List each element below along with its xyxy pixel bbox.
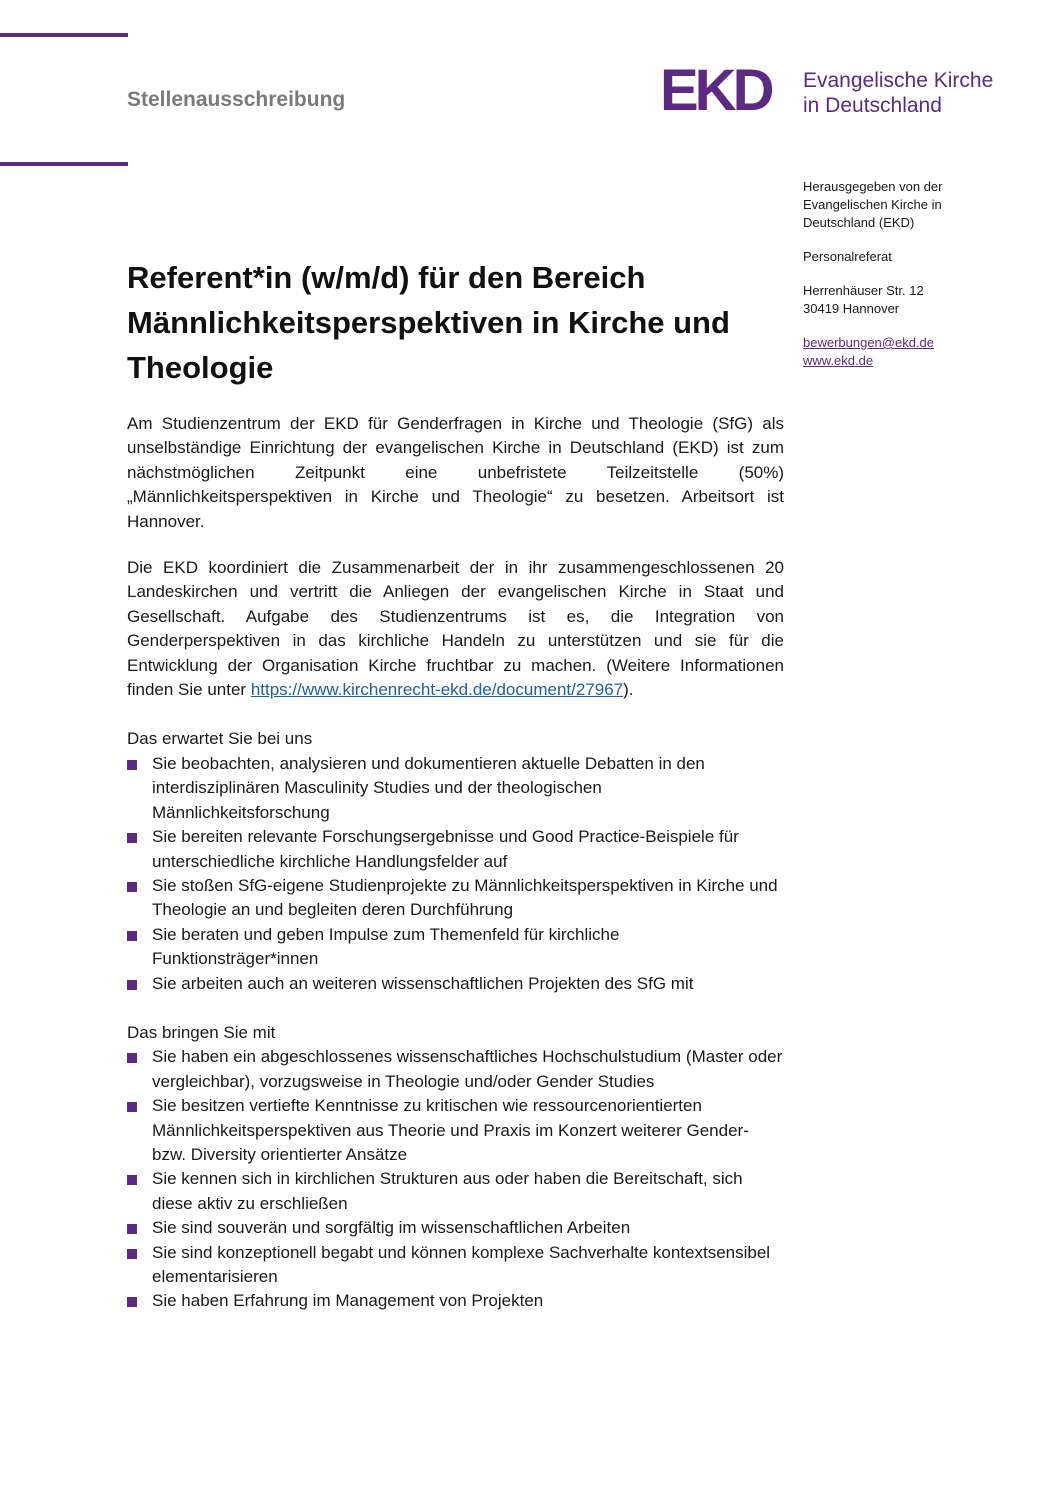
list-item: Sie beraten und geben Impulse zum Themenfeld für kirchliche Funktionsträger*innen [127, 923, 784, 972]
list-item: Sie kennen sich in kirchlichen Strukturen aus oder haben die Bereitschaft, sich diese aktiv zu erschließen [127, 1167, 784, 1216]
kirchenrecht-link[interactable]: https://www.kirchenrecht-ekd.de/document/27967 [250, 680, 624, 700]
about-paragraph [127, 556, 784, 702]
email-link[interactable]: bewerbungen@ekd.de [803, 335, 935, 350]
about-text: Die EKD koordiniert die Zusammenarbeit der in ihr zusammengeschlossenen 20 Landeskirchen und vertritt die Anliegen der evangelischen Kirche in Staat und Gesellschaft. Aufgabe des Studienzentrums ist es, die Integration von Genderperspektiven in das kirchliche Handeln zu unterstützen und sie für die Entwicklung der Organisation Kirche fruchtbar zu machen. (Weitere Informationen finden Sie unter [127, 558, 784, 700]
intro-paragraph: Am Studienzentrum der EKD für Genderfragen in Kirche und Theologie (SfG) als unselbständige Einrichtung der evangelischen Kirche in Deutschland (EKD) ist zum nächstmöglichen Zeitpunkt eine unbefristete Teilzeitstelle (50%) „Männlichkeitsperspektiven in Kirche und Theologie“ zu besetzen. Arbeitsort ist Hannover. [127, 414, 784, 531]
document-type-label: Stellenausschreibung [127, 88, 346, 111]
top-accent-rule [0, 33, 128, 37]
logo-text-line2: in Deutschland [803, 94, 942, 117]
job-title: Referent*in (w/m/d) für den Bereich Männlichkeitsperspektiven in Kirche und Theologie [127, 260, 730, 385]
about-end: ). [623, 680, 634, 700]
website-link[interactable]: www.ekd.de [803, 353, 874, 368]
department: Personalreferat [803, 249, 892, 264]
main-content [127, 255, 784, 1314]
city: 30419 Hannover [803, 301, 900, 316]
ekd-logo-mark: EKD [660, 58, 771, 123]
requirements-list [127, 1045, 784, 1313]
address-block [803, 282, 1003, 318]
street: Herrenhäuser Str. 12 [803, 283, 924, 298]
list-item: Sie beobachten, analysieren und dokumentieren aktuelle Debatten in den interdisziplinären Masculinity Studies und der theologischen Männlichkeitsforschung [127, 752, 784, 825]
list-item: Sie sind konzeptionell begabt und können komplexe Sachverhalte kontextsensibel elementarisieren [127, 1241, 784, 1290]
requirements-heading: Das bringen Sie mit [127, 1022, 276, 1042]
publisher-line: Deutschland (EKD) [803, 215, 915, 230]
list-item: Sie sind souverän und sorgfältig im wissenschaftlichen Arbeiten [127, 1216, 784, 1240]
publisher-info [803, 178, 1003, 386]
bottom-accent-rule [0, 162, 128, 166]
list-item: Sie arbeiten auch an weiteren wissenschaftlichen Projekten des SfG mit [127, 972, 784, 996]
logo-text-line1: Evangelische Kirche [803, 69, 994, 92]
publisher-block [803, 178, 1003, 232]
contact-links [803, 334, 1003, 370]
list-item: Sie haben Erfahrung im Management von Projekten [127, 1289, 784, 1313]
publisher-line: Herausgegeben von der [803, 179, 943, 194]
tasks-list [127, 752, 784, 996]
tasks-heading: Das erwartet Sie bei uns [127, 729, 313, 749]
list-item: Sie besitzen vertiefte Kenntnisse zu kritischen wie ressourcenorientierten Männlichkeitsperspektiven aus Theorie und Praxis im Konzert weiterer Gender- bzw. Diversity orientierter Ansätze [127, 1094, 784, 1167]
list-item: Sie haben ein abgeschlossenes wissenschaftliches Hochschulstudium (Master oder vergleichbar), vorzugsweise in Theologie und/oder Gender Studies [127, 1045, 784, 1094]
list-item: Sie bereiten relevante Forschungsergebnisse und Good Practice-Beispiele für unterschiedliche kirchliche Handlungsfelder auf [127, 825, 784, 874]
publisher-line: Evangelischen Kirche in [803, 197, 942, 212]
ekd-logo-text [803, 68, 1023, 118]
list-item: Sie stoßen SfG-eigene Studienprojekte zu Männlichkeitsperspektiven in Kirche und Theologie an und begleiten deren Durchführung [127, 874, 784, 923]
